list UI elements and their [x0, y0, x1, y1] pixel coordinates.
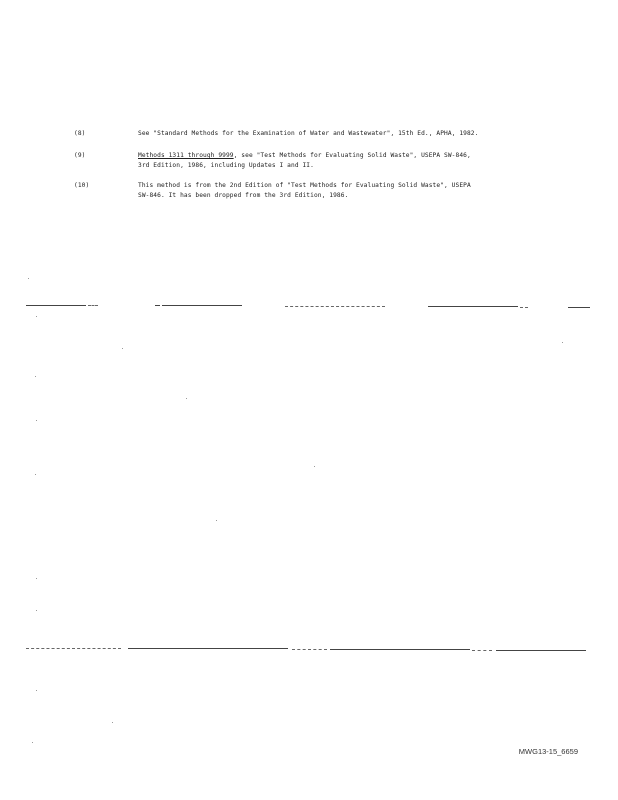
scan-speck [35, 376, 36, 377]
scan-speck [122, 348, 123, 349]
scan-rule-fragment [88, 305, 98, 306]
underlined-reference: Methods 1311 through 9999 [138, 152, 234, 159]
footnote-number: (9) [74, 152, 86, 159]
footnote-line [138, 151, 538, 161]
footnote-line: 3rd Edition, 1986, including Updates I and II. [138, 162, 314, 169]
scan-rule-fragment [520, 307, 528, 308]
scan-speck [36, 420, 37, 421]
scan-speck [562, 342, 563, 343]
scan-rule-fragment [428, 306, 518, 307]
scan-speck [36, 578, 37, 579]
scan-rule-fragment [162, 305, 242, 306]
scan-rule-fragment [285, 306, 385, 307]
footnote-text [138, 129, 538, 139]
scan-speck [112, 722, 113, 723]
scan-rule-fragment [26, 648, 121, 649]
scan-speck [36, 610, 37, 611]
scan-rule-fragment [292, 649, 327, 650]
scan-speck [35, 474, 36, 475]
footnote-text [138, 181, 538, 201]
scan-speck [32, 742, 33, 743]
scan-rule-fragment [496, 650, 586, 651]
scan-rule-fragment [568, 307, 590, 308]
scan-speck [216, 520, 217, 521]
scan-speck [28, 278, 29, 279]
scan-rule-fragment [330, 649, 470, 650]
scan-speck [36, 316, 37, 317]
footnote-number: (10) [74, 182, 90, 189]
scan-rule-fragment [128, 648, 288, 649]
scan-speck [36, 690, 37, 691]
footnote-line: See "Standard Methods for the Examination of Water and Wastewater", 15th Ed., APHA, 1982. [138, 130, 479, 137]
scan-rule-fragment [472, 650, 492, 651]
footnote-line: SW-846. It has been dropped from the 3rd Edition, 1986. [138, 192, 349, 199]
footnote-line: This method is from the 2nd Edition of "Test Methods for Evaluating Solid Waste", USEPA [138, 182, 471, 189]
scan-speck [186, 398, 187, 399]
footnote-number: (8) [74, 130, 86, 137]
footnote-text [138, 151, 538, 171]
bates-number: MWG13-15_6659 [518, 747, 578, 756]
footnote-line-rest: , see "Test Methods for Evaluating Solid Waste", USEPA SW-846, [233, 152, 471, 159]
scan-speck [314, 466, 315, 467]
scan-rule-fragment [155, 305, 160, 306]
scan-rule-fragment [26, 305, 86, 306]
